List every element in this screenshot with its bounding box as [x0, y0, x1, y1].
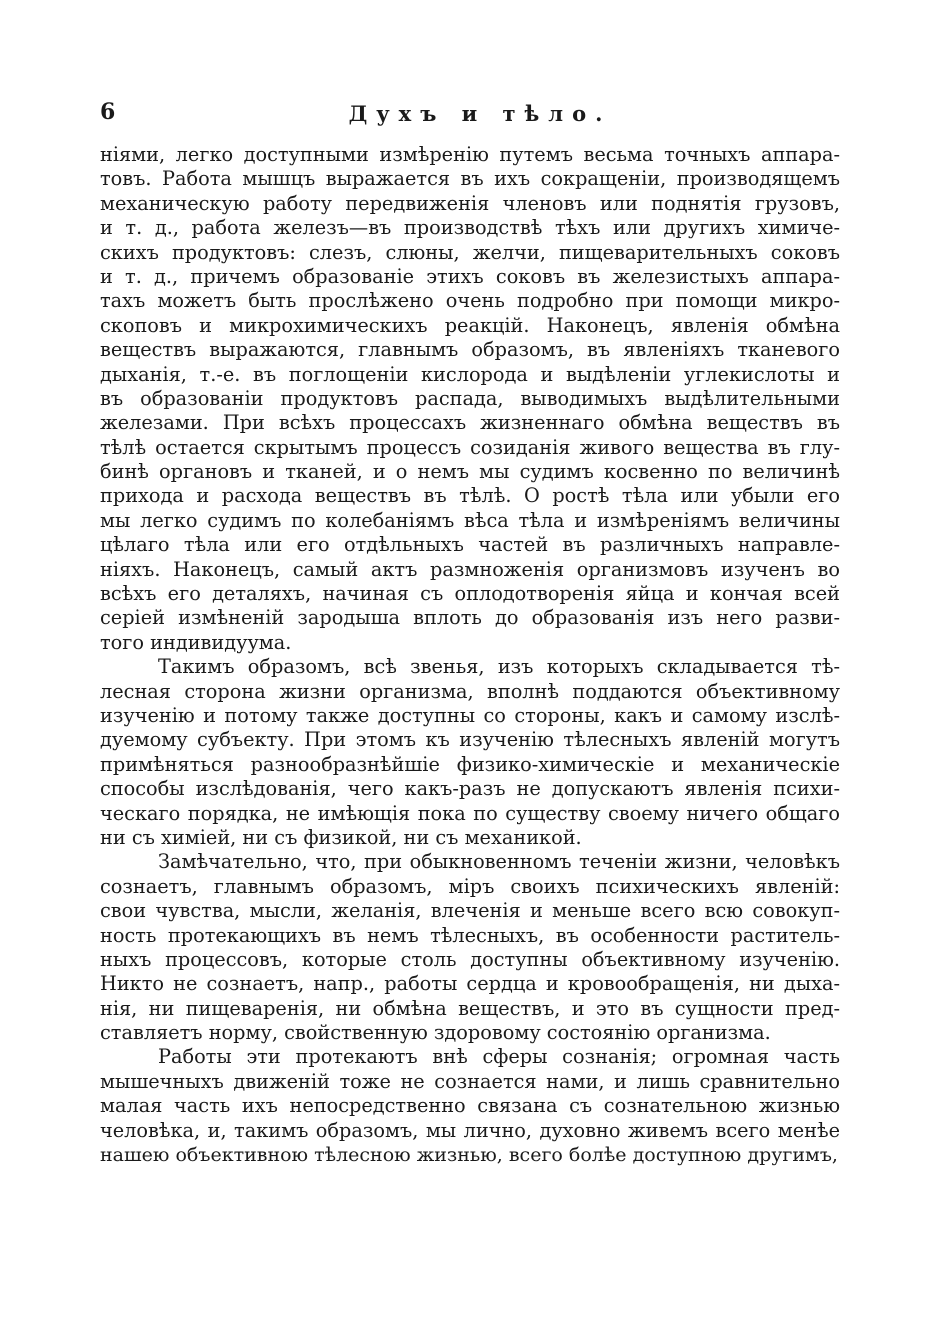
text-line: ніяхъ. Наконецъ, самый актъ размноженія организмовъ изученъ во	[100, 557, 840, 581]
text-line: примѣняться разнообразнѣйшіе физико-химическіе и механическіе	[100, 752, 840, 776]
text-line: Никто не сознаетъ, напр., работы сердца и кровообращенія, ни дыха-	[100, 972, 840, 996]
text-line: сознаетъ, главнымъ образомъ, міръ своихъ психическихъ явленій:	[100, 874, 840, 898]
text-line: скихъ продуктовъ: слезъ, слюны, желчи, пищеварительныхъ соковъ	[100, 240, 840, 264]
text-line: изученію и потому также доступны со стороны, какъ и самому изслѣ-	[100, 703, 840, 727]
text-line: цѣлаго тѣла или его отдѣльныхъ частей въ различныхъ направле-	[100, 533, 840, 557]
text-line: Работы эти протекаютъ внѣ сферы сознанія; огромная часть	[158, 1045, 840, 1069]
text-line: тѣлѣ остается скрытымъ процессъ созиданія живого вещества въ глу-	[100, 435, 840, 459]
text-line: въ образованіи продуктовъ распада, выводимыхъ выдѣлительными	[100, 386, 840, 410]
text-line: ность протекающихъ въ немъ тѣлесныхъ, въ особенности раститель-	[100, 923, 840, 947]
text-line: мы легко судимъ по колебаніямъ вѣса тѣла и измѣреніямъ величины	[100, 508, 840, 532]
paragraph	[100, 1045, 840, 1167]
paragraph	[100, 655, 840, 850]
text-line: дыханія, т.-е. въ поглощеніи кислорода и выдѣленіи углекислоты и	[100, 362, 840, 386]
text-line: серіей измѣненій зародыша вплоть до образованія изъ него разви-	[100, 606, 840, 630]
paragraph	[100, 143, 840, 655]
text-line: лесная сторона жизни организма, вполнѣ поддаются объективному	[100, 679, 840, 703]
text-line: скоповъ и микрохимическихъ реакцій. Наконецъ, явленія обмѣна	[100, 313, 840, 337]
text-line: способы изслѣдованія, чего какъ-разъ не допускаютъ явленія психи-	[100, 777, 840, 801]
paragraph	[100, 850, 840, 1045]
text-line: дуемому субъекту. При этомъ къ изученію тѣлесныхъ явленій могутъ	[100, 728, 840, 752]
text-line: тахъ можетъ быть прослѣжено очень подробно при помощи микро-	[100, 289, 840, 313]
text-line: бинѣ органовъ и тканей, и о немъ мы судимъ косвенно по величинѣ	[100, 460, 840, 484]
body-text	[100, 143, 840, 1167]
text-line: прихода и расхода веществъ въ тѣлѣ. О ростѣ тѣла или убыли его	[100, 484, 840, 508]
page-number: 6	[100, 99, 116, 125]
text-line: и т. д., причемъ образованіе этихъ соковъ въ железистыхъ аппара-	[100, 264, 840, 288]
text-line: человѣка, и, такимъ образомъ, мы лично, духовно живемъ всего менѣе	[100, 1118, 840, 1142]
text-line: ныхъ процессовъ, которые столь доступны объективному изученію.	[100, 947, 840, 971]
text-line: нія, ни пищеваренія, ни обмѣна веществъ, и это въ сущности пред-	[100, 996, 840, 1020]
text-line: всѣхъ его деталяхъ, начиная съ оплодотворенія яйца и кончая всей	[100, 582, 840, 606]
text-line: и т. д., работа железъ—въ производствѣ тѣхъ или другихъ химиче-	[100, 216, 840, 240]
text-line: малая часть ихъ непосредственно связана съ сознательною жизнью	[100, 1094, 840, 1118]
text-line: Замѣчательно, что, при обыкновенномъ теченіи жизни, человѣкъ	[158, 850, 840, 874]
text-line: ніями, легко доступными измѣренію путемъ весьма точныхъ аппара-	[100, 143, 840, 166]
text-line: железами. При всѣхъ процессахъ жизненнаго обмѣна веществъ въ	[100, 411, 840, 435]
running-head-title: Духъ и тѣло.	[348, 101, 612, 126]
text-line: нашею объективною тѣлесною жизнью, всего болѣе доступною другимъ,	[100, 1144, 838, 1167]
text-line: мышечныхъ движеній тоже не сознается нами, и лишь сравнительно	[100, 1069, 840, 1093]
text-line: товъ. Работа мышцъ выражается въ ихъ сокращеніи, производящемъ	[100, 167, 840, 191]
text-line: веществъ выражаются, главнымъ образомъ, въ явленіяхъ тканевого	[100, 338, 840, 362]
text-line: свои чувства, мысли, желанія, влеченія и меньше всего всю совокуп-	[100, 899, 840, 923]
text-line: ни съ химіей, ни съ физикой, ни съ механикой.	[100, 825, 582, 849]
text-line: того индивидуума.	[100, 630, 292, 654]
text-line: ческаго порядка, не имѣющія пока по существу своему ничего общаго	[100, 801, 840, 825]
text-line: ставляетъ норму, свойственную здоровому состоянію организма.	[100, 1021, 771, 1045]
text-line: Такимъ образомъ, всѣ звенья, изъ которыхъ складывается тѣ-	[158, 655, 840, 679]
text-line: механическую работу передвиженія членовъ или поднятія грузовъ,	[100, 191, 840, 215]
